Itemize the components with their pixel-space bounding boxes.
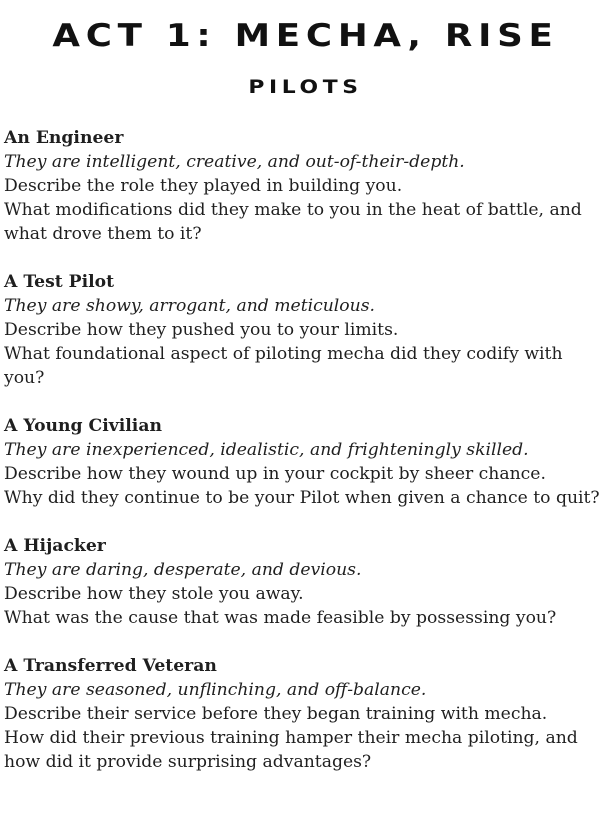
- pilot-question: How did their previous training hamper their mecha piloting, and how did it provide surprising advantages?: [4, 728, 578, 772]
- pilot-traits: They are seasoned, unflinching, and off-balance.: [4, 680, 427, 700]
- pilot-question: Why did they continue to be your Pilot when given a chance to quit?: [4, 488, 600, 508]
- pilot-question: What was the cause that was made feasible by possessing you?: [4, 608, 557, 628]
- pilot-entry-hijacker: [4, 534, 608, 630]
- pilot-question: Describe how they stole you away.: [4, 584, 304, 604]
- pilot-entry-transferred-veteran: [4, 654, 608, 774]
- pilot-entry-test-pilot: [4, 270, 608, 390]
- pilot-name: A Transferred Veteran: [4, 656, 217, 676]
- pilot-question: Describe their service before they began training with mecha.: [4, 704, 548, 724]
- pilot-list: [4, 126, 608, 798]
- pilot-question: What modifications did they make to you in the heat of battle, and what drove them to it?: [4, 200, 582, 244]
- pilot-traits: They are inexperienced, idealistic, and frighteningly skilled.: [4, 440, 529, 460]
- pilot-question: Describe the role they played in building you.: [4, 176, 403, 196]
- pilot-question: Describe how they pushed you to your limits.: [4, 320, 399, 340]
- pilot-traits: They are intelligent, creative, and out-of-their-depth.: [4, 152, 465, 172]
- pilot-name: A Test Pilot: [4, 272, 115, 292]
- pilot-name: A Young Civilian: [4, 416, 162, 436]
- pilot-question: What foundational aspect of piloting mecha did they codify with you?: [4, 344, 563, 388]
- pilot-name: A Hijacker: [4, 536, 106, 556]
- pilot-entry-young-civilian: [4, 414, 608, 510]
- section-title: PILOTS: [248, 76, 363, 98]
- pilot-question: Describe how they wound up in your cockpit by sheer chance.: [4, 464, 546, 484]
- pilot-entry-engineer: [4, 126, 608, 246]
- page-title: ACT 1: MECHA, RISE: [52, 18, 559, 54]
- pilot-traits: They are showy, arrogant, and meticulous.: [4, 296, 376, 316]
- pilot-traits: They are daring, desperate, and devious.: [4, 560, 362, 580]
- pilot-name: An Engineer: [4, 128, 124, 148]
